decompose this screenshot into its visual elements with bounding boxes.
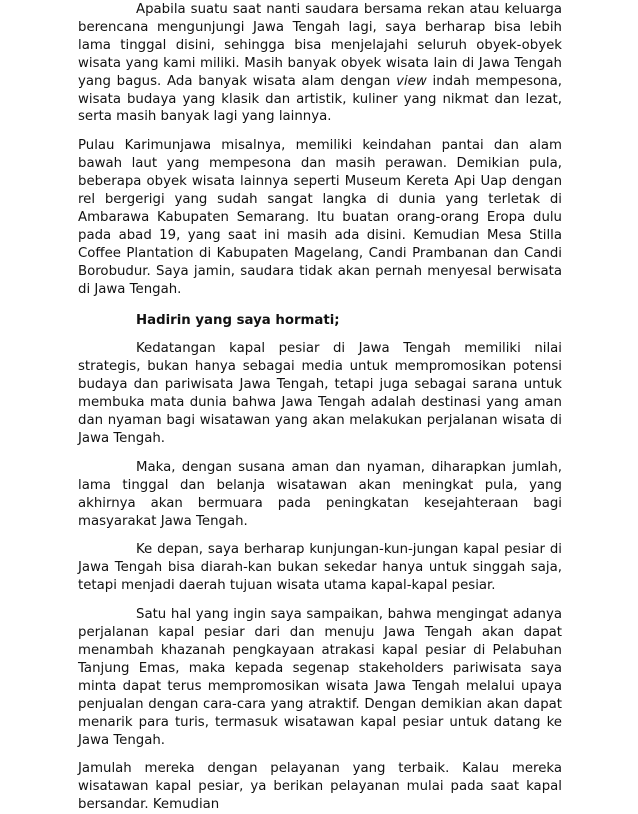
emphasis-view: view — [396, 73, 427, 89]
paragraph-invitation-text-before: Apabila suatu saat nanti saudara bersama rekan atau keluarga berencana mengunjungi Jawa Tengah lagi, saya berharap bisa lebih lama tinggal disini, sehingga bisa menjelajahi seluruh obyek-obyek wisata yang kami miliki. Masih banyak obyek wisata lain di Jawa Tengah yang bagus. Ada banyak wisata alam dengan — [78, 2, 562, 89]
paragraph-future-destination: Ke depan, saya berharap kunjungan-kun-jungan kapal pesiar di Jawa Tengah bisa diarah-kan bukan sekedar hanya untuk singgah saja, tetapi menjadi daerah tujuan wisata utama kapal-kapal pesiar. — [78, 542, 562, 594]
paragraph-invitation-text-after: indah mempesona, wisata budaya yang klasik dan artistik, kuliner yang nikmat dan lezat, serta masih banyak lagi yang lainnya. — [78, 73, 562, 125]
paragraph-promotion: Satu hal yang ingin saya sampaikan, bahwa mengingat adanya perjalanan kapal pesiar dari dan menuju Jawa Tengah akan dapat menambah khazanah pengkayaan atrakasi kapal pesiar di Pelabuhan Tanjung Emas, maka kepada segenap stakeholders pariwisata saya minta dapat terus mempromosikan wisata Jawa Tengah melalui upaya penjualan dengan cara-cara yang atraktif. Dengan demikian akan dapat menarik para turis, termasuk wisatawan kapal pesiar untuk datang ke Jawa Tengah. — [78, 607, 562, 748]
paragraph-karimunjawa: Pulau Karimunjawa misalnya, memiliki keindahan pantai dan alam bawah laut yang mempesona dan masih perawan. Demikian pula, beberapa obyek wisata lainnya seperti Museum Kereta Api Uap dengan rel bergerigi yang sudah sangat langka di dunia yang terletak di Ambarawa Kabupaten Semarang. Itu buatan orang-orang Eropa dulu pada abad 19, yang saat ini masih ada disini. Kemudian Mesa Stilla Coffee Plantation di Kabupaten Magelang, Candi Prambanan dan Candi Borobudur. Saya jamin, saudara tidak akan pernah menyesal berwisata di Jawa Tengah. — [78, 138, 562, 297]
paragraph-best-service: Jamulah mereka dengan pelayanan yang terbaik. Kalau mereka wisatawan kapal pesiar, ya berikan pelayanan mulai pada saat kapal bersandar. Kemudian — [78, 761, 562, 813]
section-heading: Hadirin yang saya hormati; — [136, 312, 340, 328]
paragraph-cruise-strategic-value: Kedatangan kapal pesiar di Jawa Tengah memiliki nilai strategis, bukan hanya sebagai media untuk mempromosikan potensi budaya dan pariwisata Jawa Tengah, tetapi juga sebagai sarana untuk membuka mata dunia bahwa Jawa Tengah adalah destinasi yang aman dan nyaman bagi wisatawan yang akan melakukan perjalanan wisata di Jawa Tengah. — [78, 341, 562, 446]
document-body — [78, 1, 562, 814]
paragraph-safe-comfortable: Maka, dengan susana aman dan nyaman, diharapkan jumlah, lama tinggal dan belanja wisatawan akan meningkat pula, yang akhirnya akan bermuara pada peningkatan kesejahteraan bagi masyarakat Jawa Tengah. — [78, 459, 562, 529]
paragraph-invitation — [78, 1, 562, 126]
